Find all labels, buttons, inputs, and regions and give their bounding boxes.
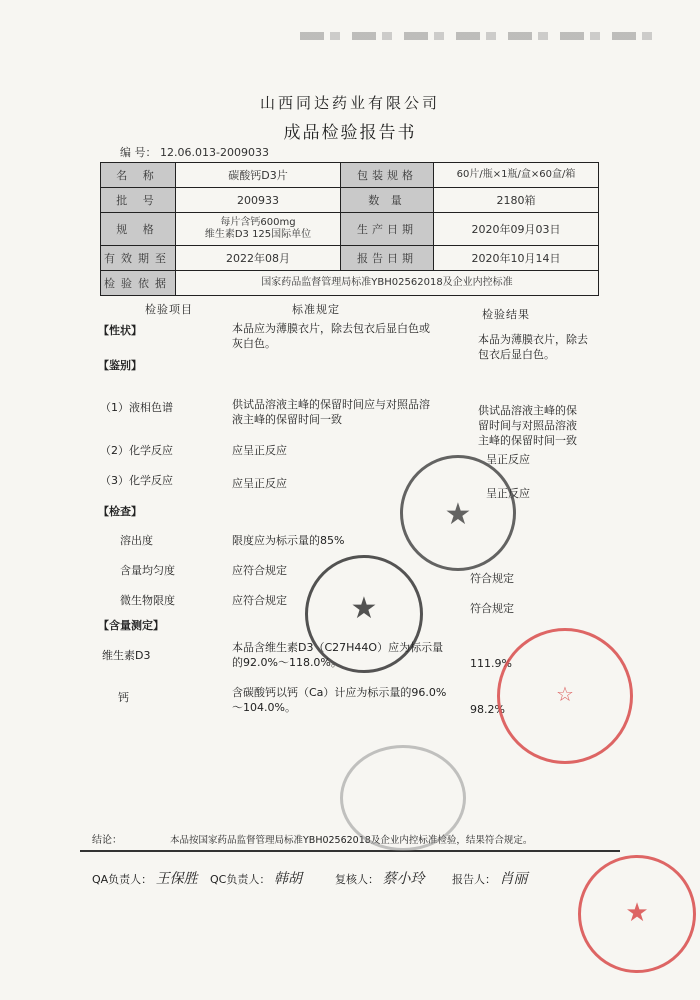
batch-value: 200933 xyxy=(176,188,341,213)
section-check: 【检查】 xyxy=(98,505,142,518)
suzhou-stamp xyxy=(578,855,696,973)
micro-result: 符合规定 xyxy=(470,602,514,615)
star-icon xyxy=(581,858,693,970)
star-icon xyxy=(308,558,420,670)
qa-signature: 王保胜 xyxy=(155,871,198,887)
conclusion-text: 本品按国家药品监督管理局标准YBH02562018及企业内控标准检验，结果符合规定。 xyxy=(170,835,533,846)
qc-signature: 韩胡 xyxy=(273,871,302,887)
reporter-label: 报告人： xyxy=(452,873,496,886)
pack-label: 包装规格 xyxy=(341,163,434,188)
spec-line-2: 维生素D3 125国际单位 xyxy=(204,229,312,240)
company-name: 山西同达药业有限公司 xyxy=(259,94,440,112)
divider xyxy=(80,850,620,852)
qc-label: QC负责人： xyxy=(210,873,271,886)
basis-value: 国家药品监督管理局标准YBH02562018及企业内控标准 xyxy=(176,271,599,296)
basis-label: 检验依据 xyxy=(101,271,176,296)
name-label: 名 称 xyxy=(101,163,176,188)
calcium-result: 98.2% xyxy=(470,703,505,716)
qa-label: QA负责人： xyxy=(92,873,153,886)
section-traits: 【性状】 xyxy=(98,324,142,337)
qty-value: 2180箱 xyxy=(434,188,599,213)
qc-signature-block xyxy=(210,872,302,887)
uniformity-label: 含量均匀度 xyxy=(120,564,175,577)
quality-assurance-stamp xyxy=(305,555,423,673)
spec-label: 规 格 xyxy=(101,213,176,246)
svg-text:★: ★ xyxy=(444,497,472,532)
qty-label: 数 量 xyxy=(341,188,434,213)
section-identify: 【鉴别】 xyxy=(98,359,142,372)
report-stamp xyxy=(497,628,633,764)
reviewer-label: 复核人： xyxy=(335,873,379,886)
star-icon xyxy=(403,458,513,568)
svg-text:★: ★ xyxy=(625,898,649,928)
reporter-signature-block xyxy=(452,872,528,887)
spec-line-1: 每片含钙600mg xyxy=(220,217,296,228)
faded-stamp xyxy=(340,745,466,851)
id1-result: 供试品溶液主峰的保留时间与对照品溶液主峰的保留时间一致 xyxy=(478,404,577,447)
report-date-label: 报告日期 xyxy=(341,246,434,271)
serial-value: 12.06.013-2009033 xyxy=(160,146,269,159)
id1-standard: 供试品溶液主峰的保留时间应与对照品溶液主峰的保留时间一致 xyxy=(232,398,430,426)
id2-standard: 应呈正反应 xyxy=(232,444,287,457)
product-info-table xyxy=(100,162,599,296)
star-icon xyxy=(500,631,630,761)
qa-signature-block xyxy=(92,872,198,887)
uniformity-result: 符合规定 xyxy=(470,572,514,585)
batch-label: 批 号 xyxy=(101,188,176,213)
svg-text:☆: ☆ xyxy=(556,682,574,706)
calcium-label: 钙 xyxy=(118,691,129,704)
serial-number xyxy=(120,144,269,160)
svg-text:★: ★ xyxy=(350,591,378,626)
expiry-value: 2022年08月 xyxy=(176,246,341,271)
id2-label: （2）化学反应 xyxy=(100,444,173,457)
vitd-label: 维生素D3 xyxy=(102,649,151,662)
micro-standard: 应符合规定 xyxy=(232,594,287,607)
page-title: 成品检验报告书 xyxy=(283,123,417,143)
mfg-label: 生产日期 xyxy=(341,213,434,246)
id1-label: （1）液相色谱 xyxy=(100,401,173,414)
id2-result: 呈正反应 xyxy=(486,453,530,466)
inspection-stamp xyxy=(400,455,516,571)
pack-value: 60片/瓶×1瓶/盒×60盒/箱 xyxy=(434,163,599,188)
mfg-value: 2020年09月03日 xyxy=(434,213,599,246)
header-standard: 标准规定 xyxy=(292,303,340,316)
header-result: 检验结果 xyxy=(482,308,530,321)
micro-label: 微生物限度 xyxy=(120,594,175,607)
report-date-value: 2020年10月14日 xyxy=(434,246,599,271)
name-value: 碳酸钙D3片 xyxy=(176,163,341,188)
reporter-signature: 肖丽 xyxy=(499,871,528,887)
traits-result: 本品为薄膜衣片，除去包衣后显白色。 xyxy=(478,333,588,361)
serial-label: 编 号： xyxy=(120,146,157,159)
id3-label: （3）化学反应 xyxy=(100,474,173,487)
scan-artifact xyxy=(300,32,660,40)
reviewer-signature: 蔡小玲 xyxy=(382,871,425,887)
id3-standard: 应呈正反应 xyxy=(232,477,287,490)
vitd-standard: 本品含维生素D3（C27H44O）应为标示量的92.0%～118.0%。 xyxy=(232,641,444,669)
dissolution-label: 溶出度 xyxy=(120,534,153,547)
spec-value xyxy=(176,213,341,246)
id3-result: 呈正反应 xyxy=(486,487,530,500)
conclusion-label: 结论： xyxy=(92,835,122,846)
uniformity-standard: 应符合规定 xyxy=(232,564,287,577)
expiry-label: 有效期至 xyxy=(101,246,176,271)
section-assay: 【含量测定】 xyxy=(98,619,164,632)
vitd-result: 111.9% xyxy=(470,657,512,670)
traits-standard: 本品应为薄膜衣片，除去包衣后显白色或灰白色。 xyxy=(232,322,430,350)
reviewer-signature-block xyxy=(335,872,425,887)
calcium-standard: 含碳酸钙以钙（Ca）计应为标示量的96.0%～104.0%。 xyxy=(232,686,447,714)
header-item: 检验项目 xyxy=(145,303,193,316)
dissolution-standard: 限度应为标示量的85% xyxy=(232,534,345,547)
